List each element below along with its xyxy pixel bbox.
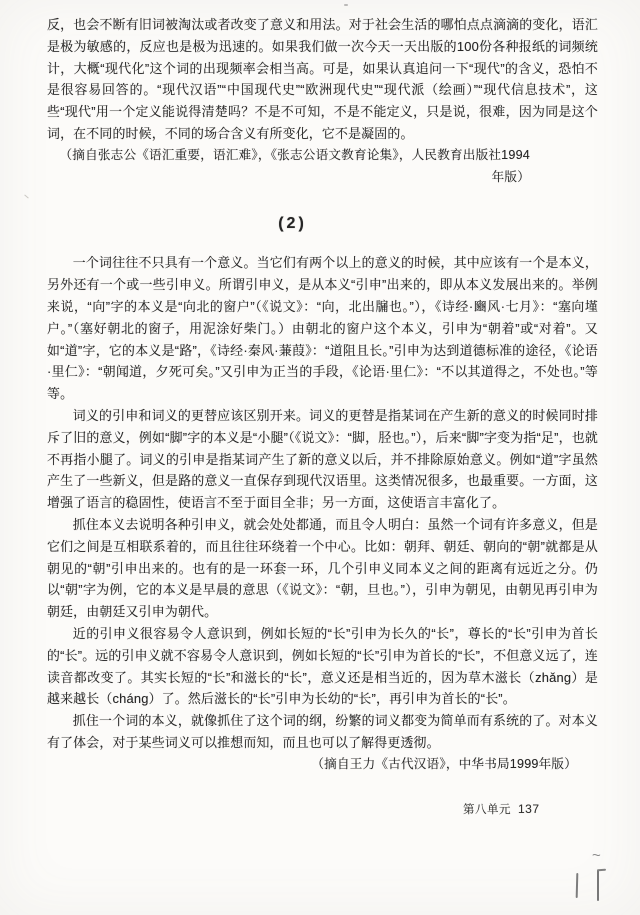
text-block bbox=[47, 14, 598, 776]
scan-speck bbox=[24, 195, 28, 199]
excerpt1-attribution: （摘自张志公《语汇重要，语汇难》，《张志公语文教育论集》，人民教育出版社1994年版） bbox=[59, 147, 530, 184]
page-number: 137 bbox=[518, 802, 540, 816]
pen-mark-tilde: ~ bbox=[592, 847, 601, 864]
page-footer bbox=[463, 801, 540, 817]
pen-mark-stroke bbox=[597, 869, 606, 872]
section-heading: (2) bbox=[278, 215, 307, 233]
pen-mark-stroke bbox=[597, 870, 599, 901]
pen-mark-stroke bbox=[576, 873, 579, 898]
excerpt1-paragraph: 反，也会不断有旧词被淘汰或者改变了意义和用法。对于社会生活的哪怕点点滴滴的变化，语汇是极为敏感的，反应也是极为迅速的。如果我们做一次今天一天出版的100份各种报纸的词频统计，大概“现代化”这个词的出现频率会相当高。可是，如果认真追问一下“现代”的含义，恐怕不是很容易回答的。“现代汉语”“中国现代史”“欧洲现代史”“现代派（绘画）”“现代信息技术”，这些“现代”用一个定义能说得清楚吗？不是不可知，不是不能定义，只是说，很难，因为同是这个词，在不同的时候，不同的场合含义有所变化，它不是凝固的。 bbox=[47, 17, 598, 141]
excerpt2-paragraph-1: 一个词往往不只具有一个意义。当它们有两个以上的意义的时候，其中应该有一个是本义，另外还有一个或一些引申义。所谓引申义，是从本义“引申”出来的，即从本义发展出来的。举例来说，“向”字的本义是“向北的窗户”（《说文》：“向，北出牖也。”），《诗经·豳风·七月》：“塞向墐户。”（塞好朝北的窗子，用泥涂好柴门。）由朝北的窗户这个本义，引申为“朝着”或“对着”。又如“道”字，它的本义是“路”，《诗经·秦风·蒹葭》：“道阻且长。”引申为达到道德标准的途径，《论语·里仁》：“朝闻道，夕死可矣。”又引申为正当的手段，《论语·里仁》：“不以其道得之，不处也。”等等。 bbox=[47, 255, 598, 402]
excerpt2-attribution: （摘自王力《古代汉语》，中华书局1999年版） bbox=[311, 756, 577, 771]
excerpt2-paragraph-2: 词义的引申和词义的更替应该区别开来。词义的更替是指某词在产生新的意义的时候同时排斥了旧的意义，例如“脚”字的本义是“小腿”（《说文》：“脚，胫也。”），后来“脚”字变为指“足”，也就不再指小腿了。词义的引申是指某词产生了新的意义以后，并不排除原始意义。例如“道”字虽然产生了一些新义，但是路的意义一直保存到现代汉语里。这类情况很多，也最重要。一方面，这增强了语言的稳固性，使语言不至于面目全非；另一方面，这使语言丰富化了。 bbox=[47, 407, 598, 511]
excerpt2-paragraph-4: 近的引申义很容易令人意识到，例如长短的“长”引申为长久的“长”，尊长的“长”引申为首长的“长”。远的引申义就不容易令人意识到，例如长短的“长”引申为首长的“长”，不但意义远了，连读音都改变了。其实长短的“长”和滋长的“长”，意义还是相当近的，因为草木滋长（zhǎng）是越来越长（cháng）了。然后滋长的“长”引申为长幼的“长”，再引申为首长的“长”。 bbox=[47, 625, 598, 707]
excerpt2-paragraph-5: 抓住一个词的本义，就像抓住了这个词的纲，纷繁的词义都变为简单而有系统的了。对本义有了体会，对于某些词义可以推想而知，而且也可以了解得更透彻。 bbox=[47, 713, 598, 750]
unit-label: 第八单元 bbox=[463, 804, 511, 816]
excerpt2-paragraph-3: 抓住本义去说明各种引申义，就会处处都通，而且令人明白：虽然一个词有许多意义，但是它们之间是互相联系着的，而且往往环绕着一个中心。比如：朝拜、朝廷、朝向的“朝”就都是从朝见的“朝”引申出来的。也有的是一环套一环，几个引申义同本义之间的距离有远近之分。仍以“朝”字为例，它的本义是早晨的意思（《说文》：“朝，旦也。”），引申为朝见，由朝见再引申为朝廷，由朝廷又引申为朝代。 bbox=[47, 516, 598, 620]
scan-speck bbox=[344, 4, 348, 6]
